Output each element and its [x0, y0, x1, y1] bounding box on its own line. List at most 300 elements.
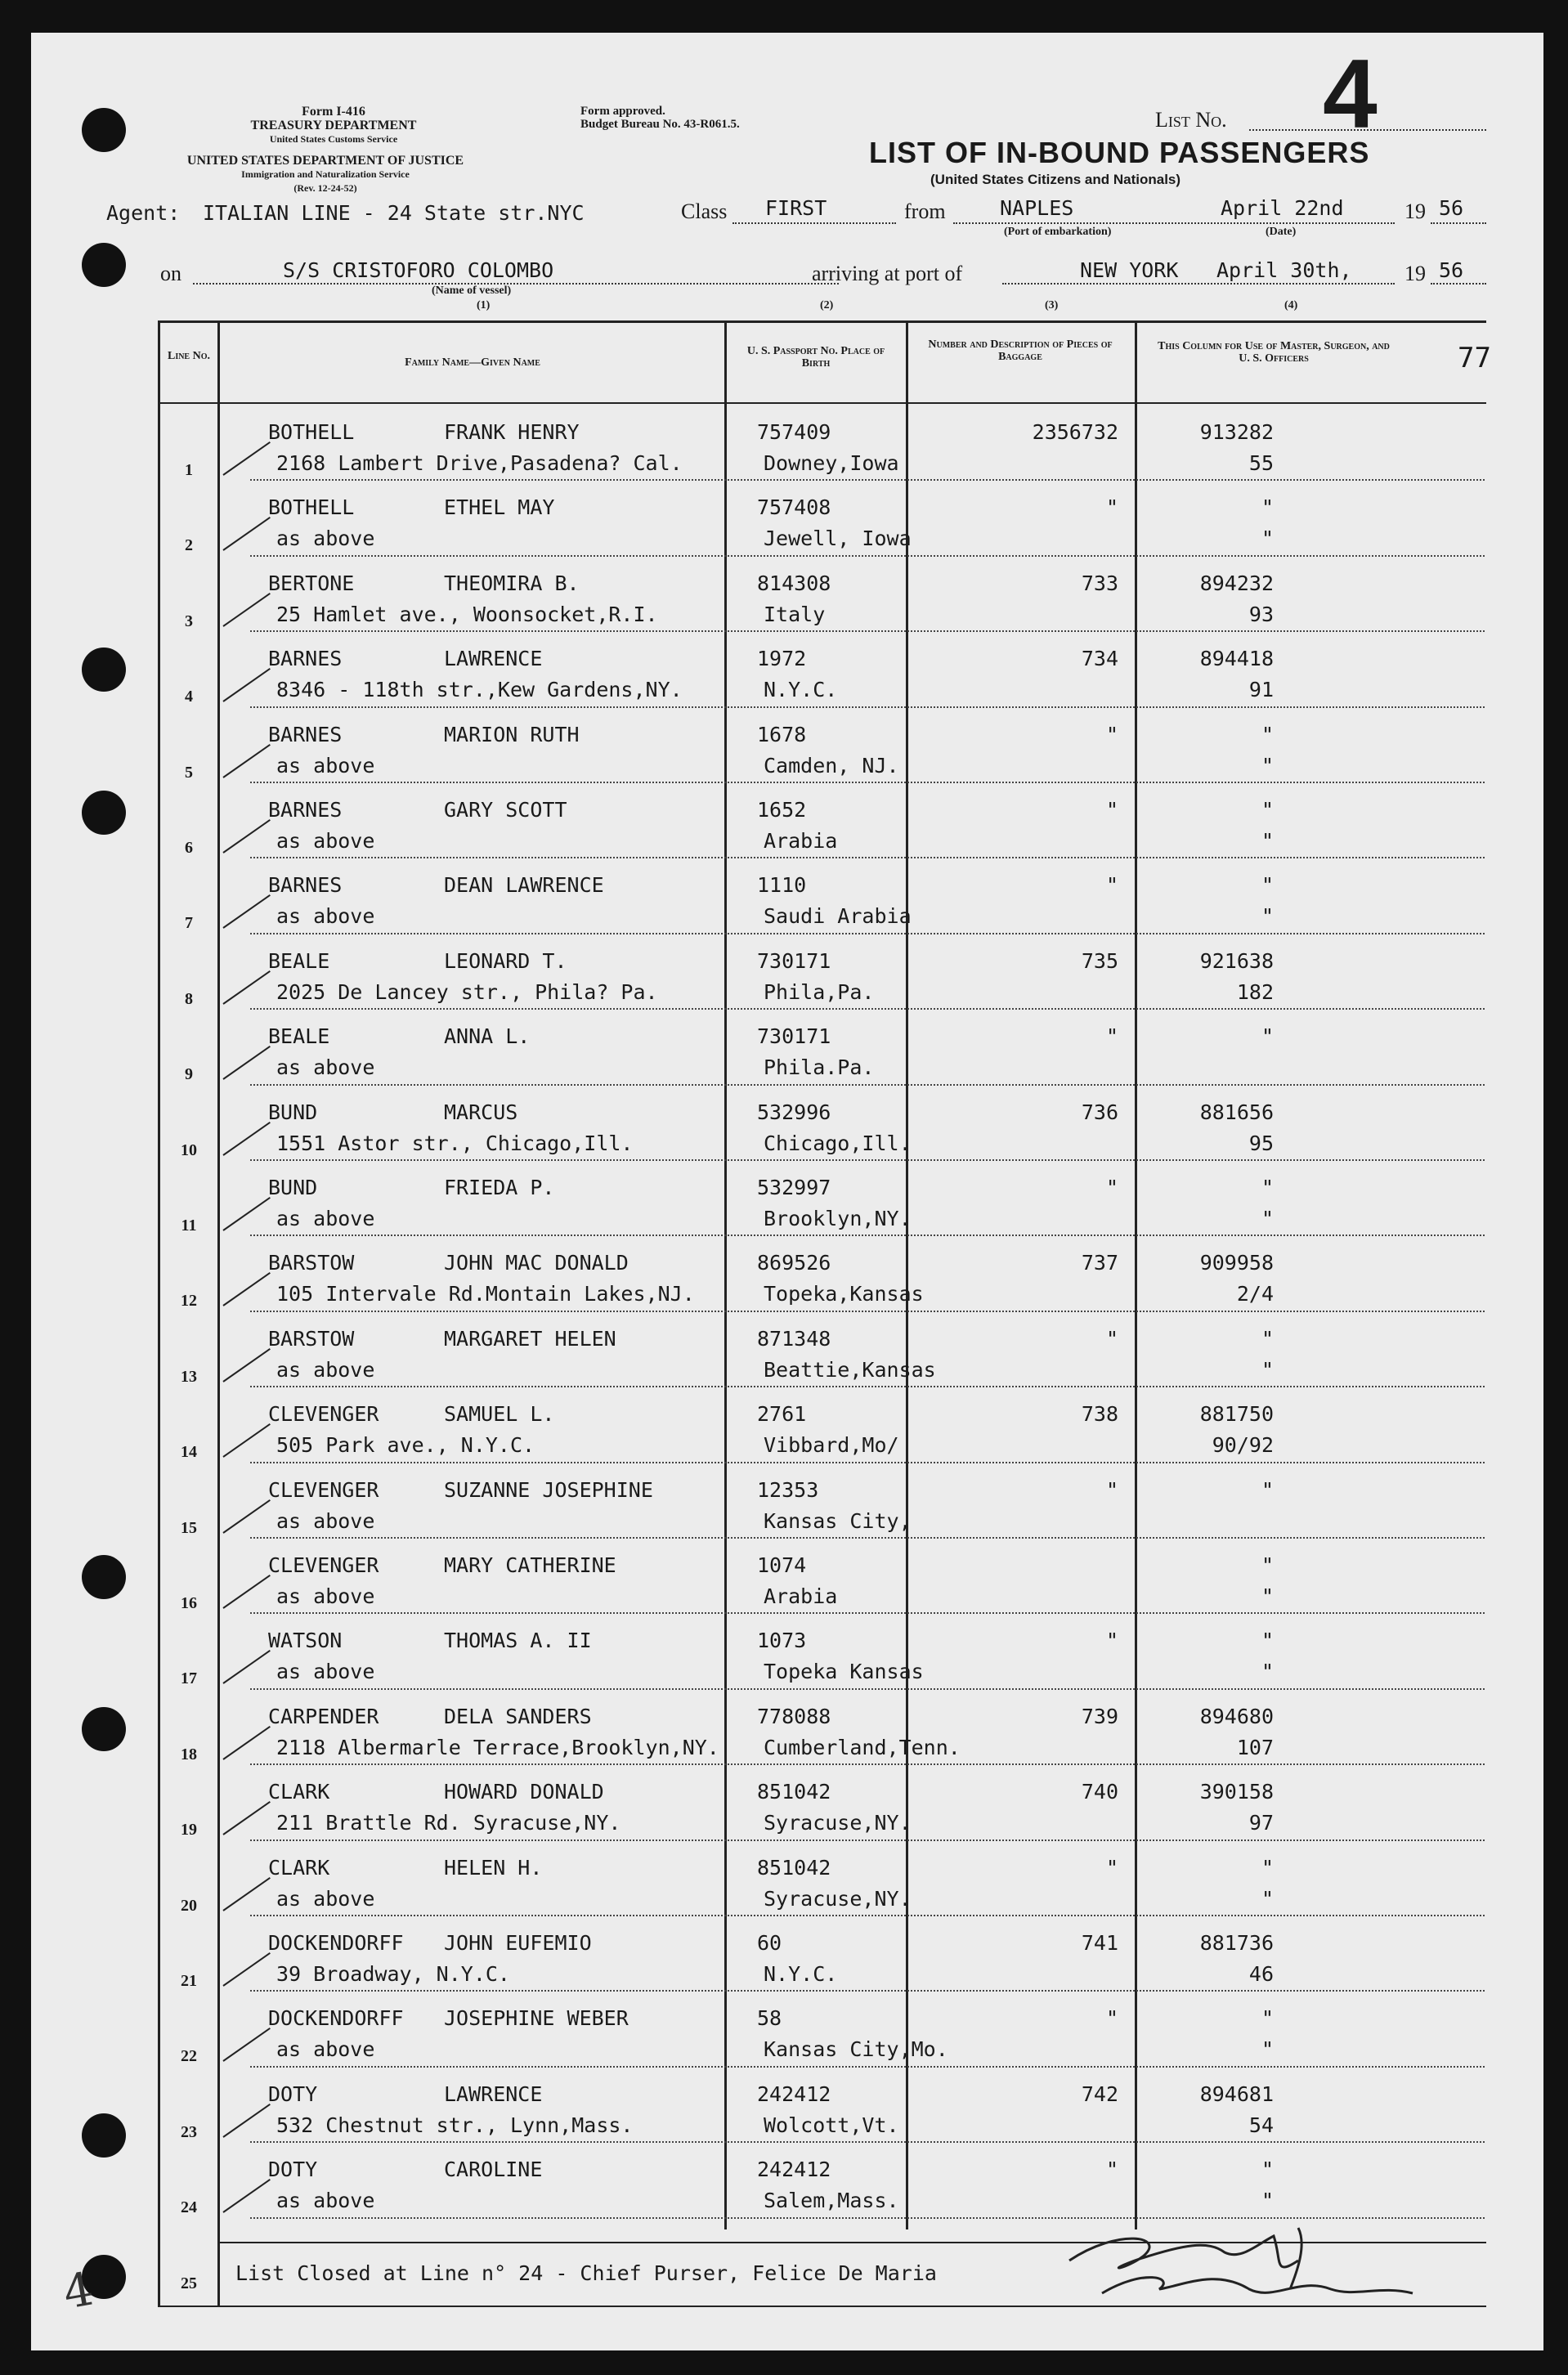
class-label: Class — [681, 199, 728, 223]
given-name: THEOMIRA B. — [444, 571, 580, 595]
passport-number: 1073 — [757, 1629, 807, 1653]
line-number: 13 — [181, 1367, 197, 1386]
given-name: FRANK HENRY — [444, 420, 580, 444]
given-name: JOSEPHINE WEBER — [444, 2006, 629, 2031]
officer-note-1: 894418 — [1199, 647, 1274, 671]
given-name: JOHN MAC DONALD — [444, 1251, 629, 1275]
line-number: 17 — [181, 1669, 197, 1688]
check-tick — [222, 1272, 270, 1306]
baggage: 736 — [1081, 1100, 1118, 1124]
check-tick — [222, 1726, 270, 1760]
officer-note-1: " — [1261, 1326, 1274, 1351]
family-name: BARSTOW — [268, 1326, 355, 1351]
caption-3: (3) — [1045, 299, 1059, 311]
address: 2118 Albermarle Terrace,Brooklyn,NY. — [276, 1735, 719, 1759]
row-separator — [250, 1990, 1485, 1992]
given-name: ANNA L. — [444, 1024, 531, 1049]
officer-note-1: " — [1261, 873, 1274, 898]
family-name: CLARK — [268, 1780, 330, 1804]
family-name: BUND — [268, 1176, 318, 1199]
line-number: 11 — [181, 1217, 197, 1235]
row-separator — [250, 1915, 1485, 1916]
class-value: FIRST — [765, 196, 827, 220]
place-of-birth: Saudi Arabia — [764, 904, 912, 929]
place-of-birth: Brooklyn,NY. — [764, 1207, 912, 1230]
officer-note-1: 881736 — [1199, 1931, 1274, 1955]
row-separator — [250, 630, 1485, 632]
line-number: 20 — [181, 1896, 197, 1915]
family-name: CLEVENGER — [268, 1553, 379, 1577]
given-name: DELA SANDERS — [444, 1704, 592, 1728]
check-tick — [222, 819, 270, 854]
arrival-port: NEW YORK — [1080, 258, 1179, 282]
place-of-birth: Topeka,Kansas — [764, 1282, 924, 1306]
officer-note-1: " — [1261, 1629, 1274, 1653]
address: 39 Broadway, N.Y.C. — [276, 1962, 510, 1986]
place-of-birth: Kansas City,Mo. — [764, 2037, 948, 2062]
immigration-service: Immigration and Naturalization Service — [241, 168, 410, 180]
line-number: 15 — [181, 1518, 197, 1537]
row-separator — [250, 555, 1485, 557]
col-baggage: Number and Description of Pieces of Baggage — [928, 338, 1113, 363]
address: 505 Park ave., N.Y.C. — [276, 1433, 535, 1458]
check-tick — [222, 2028, 270, 2062]
passport-number: 60 — [757, 1931, 782, 1955]
family-name: BARNES — [268, 722, 343, 746]
vessel-caption: (Name of vessel) — [432, 285, 512, 297]
closing-note: List Closed at Line n° 24 - Chief Purser, Felice De Maria — [235, 2261, 937, 2285]
line-number: 16 — [181, 1594, 197, 1612]
officer-note-2: " — [1261, 753, 1274, 777]
check-tick — [222, 593, 270, 627]
row-separator — [250, 1386, 1485, 1387]
given-name: MARCUS — [444, 1100, 518, 1124]
baggage: " — [1105, 2006, 1118, 2031]
embark-year-prefix: 19 — [1404, 199, 1426, 223]
line-number: 5 — [185, 763, 193, 782]
address: as above — [276, 2189, 375, 2213]
passport-number: 851042 — [757, 1780, 831, 1804]
officer-note-1: 881750 — [1199, 1402, 1274, 1427]
embark-port: NAPLES — [1000, 196, 1074, 220]
family-name: CLEVENGER — [268, 1477, 379, 1502]
passport-number: 871348 — [757, 1326, 831, 1351]
on-label: on — [160, 262, 181, 285]
officer-note-2: 54 — [1248, 2113, 1274, 2137]
address: as above — [276, 527, 375, 551]
line-number: 23 — [181, 2122, 197, 2141]
line-number: 19 — [181, 1821, 197, 1840]
officer-note-1: " — [1261, 495, 1274, 520]
margin-mark: 4 — [59, 2262, 98, 2320]
row-separator — [250, 1159, 1485, 1161]
family-name: BEALE — [268, 948, 330, 973]
address: 2168 Lambert Drive,Pasadena? Cal. — [276, 451, 683, 475]
officer-note-1: " — [1261, 722, 1274, 746]
form-title: LIST OF IN-BOUND PASSENGERS — [869, 136, 1370, 169]
place-of-birth: Arabia — [764, 1584, 838, 1608]
from-label: from — [904, 199, 946, 223]
row-separator — [250, 1840, 1485, 1841]
check-tick — [222, 894, 270, 929]
passport-number: 778088 — [757, 1704, 831, 1728]
officer-note-1: " — [1261, 1024, 1274, 1049]
given-name: ETHEL MAY — [444, 495, 555, 520]
place-of-birth: Kansas City, — [764, 1508, 912, 1533]
check-tick — [222, 2104, 270, 2138]
line-number: 12 — [181, 1292, 197, 1311]
punch-hole — [82, 243, 126, 287]
line-number: 22 — [181, 2047, 197, 2066]
check-tick — [222, 441, 270, 476]
check-tick — [222, 517, 270, 551]
given-name: SUZANNE JOSEPHINE — [444, 1477, 653, 1502]
row-separator — [250, 1612, 1485, 1614]
family-name: BARNES — [268, 647, 343, 671]
given-name: MARION RUTH — [444, 722, 580, 746]
baggage: " — [1105, 1477, 1118, 1502]
line-number: 24 — [181, 2198, 197, 2217]
officer-note-2: 182 — [1236, 979, 1274, 1004]
passport-number: 242412 — [757, 2081, 831, 2106]
officer-note-1: 921638 — [1199, 948, 1274, 973]
passport-number: 532997 — [757, 1176, 831, 1199]
line-number: 18 — [181, 1745, 197, 1763]
arrival-year-prefix: 19 — [1404, 262, 1426, 285]
officer-note-2: " — [1261, 527, 1274, 551]
place-of-birth: Vibbard,Mo/ — [764, 1433, 899, 1458]
address: as above — [276, 1886, 375, 1911]
passport-number: 757408 — [757, 495, 831, 520]
baggage: 741 — [1081, 1931, 1118, 1955]
officer-note-2: 97 — [1248, 1811, 1274, 1835]
line-number: 3 — [185, 612, 193, 630]
family-name: DOTY — [268, 2158, 318, 2182]
baggage: 2356732 — [1032, 420, 1118, 444]
check-tick — [222, 1499, 270, 1534]
punch-hole — [82, 2113, 126, 2158]
address: 532 Chestnut str., Lynn,Mass. — [276, 2113, 634, 2137]
col-officers: This Column for Use of Master, Surgeon, and U. S. Officers — [1158, 340, 1390, 365]
baggage: 735 — [1081, 948, 1118, 973]
given-name: LAWRENCE — [444, 647, 543, 671]
vessel-name: S/S CRISTOFORO COLOMBO — [283, 258, 554, 282]
given-name: THOMAS A. II — [444, 1629, 592, 1653]
given-name: MARGARET HELEN — [444, 1326, 616, 1351]
officer-note-2: " — [1261, 904, 1274, 929]
baggage: " — [1105, 722, 1118, 746]
check-tick — [222, 1122, 270, 1156]
address: 105 Intervale Rd.Montain Lakes,NJ. — [276, 1282, 695, 1306]
form-revision: (Rev. 12-24-52) — [293, 182, 357, 194]
officer-note-1: 894232 — [1199, 571, 1274, 595]
check-tick — [222, 2179, 270, 2213]
officer-note-1: " — [1261, 2158, 1274, 2182]
line-number: 2 — [185, 536, 193, 555]
passport-number: 757409 — [757, 420, 831, 444]
passport-number: 1678 — [757, 722, 807, 746]
baggage: 733 — [1081, 571, 1118, 595]
check-tick — [222, 1952, 270, 1987]
baggage: " — [1105, 1024, 1118, 1049]
passport-number: 532996 — [757, 1100, 831, 1124]
agent-value: ITALIAN LINE - 24 State str.NYC — [203, 201, 585, 225]
baggage: 742 — [1081, 2081, 1118, 2106]
row-separator — [250, 479, 1485, 481]
place-of-birth: Wolcott,Vt. — [764, 2113, 899, 2137]
address: as above — [276, 1357, 375, 1382]
place-of-birth: Topeka Kansas — [764, 1660, 924, 1684]
baggage: " — [1105, 1855, 1118, 1880]
line-number: 10 — [181, 1140, 197, 1159]
punch-hole — [82, 1707, 126, 1751]
row-separator — [250, 1688, 1485, 1690]
arriving-label: arriving at port of — [812, 262, 963, 285]
baggage: " — [1105, 495, 1118, 520]
officer-note-2: " — [1261, 1357, 1274, 1382]
passport-number: 730171 — [757, 1024, 831, 1049]
passport-number: 730171 — [757, 948, 831, 973]
family-name: BEALE — [268, 1024, 330, 1049]
passport-number: 2761 — [757, 1402, 807, 1427]
place-of-birth: Syracuse,NY. — [764, 1811, 912, 1835]
check-tick — [222, 970, 270, 1005]
agent-label: Agent: — [106, 201, 181, 225]
caption-2: (2) — [820, 299, 834, 311]
row-separator — [250, 1008, 1485, 1010]
check-tick — [222, 1877, 270, 1911]
place-of-birth: Italy — [764, 602, 826, 626]
arrival-date: April 30th, — [1216, 258, 1352, 282]
form-approved: Form approved. — [580, 105, 665, 118]
row-separator — [250, 1537, 1485, 1539]
officer-note-2: " — [1261, 2189, 1274, 2213]
officer-note-2: 95 — [1248, 1131, 1274, 1155]
place-of-birth: N.Y.C. — [764, 1962, 838, 1986]
baggage: 740 — [1081, 1780, 1118, 1804]
punch-hole — [82, 108, 126, 152]
row-separator — [250, 1084, 1485, 1086]
baggage: 739 — [1081, 1704, 1118, 1728]
passport-number: 814308 — [757, 571, 831, 595]
baggage: 734 — [1081, 647, 1118, 671]
address: as above — [276, 753, 375, 777]
officer-note-1: 390158 — [1199, 1780, 1274, 1804]
customs-service: United States Customs Service — [269, 133, 398, 145]
punch-hole — [82, 648, 126, 692]
passport-number: 851042 — [757, 1855, 831, 1880]
budget-bureau: Budget Bureau No. 43-R061.5. — [580, 118, 740, 131]
officer-note-1: 909958 — [1199, 1251, 1274, 1275]
row-separator — [250, 1235, 1485, 1236]
line-number: 6 — [185, 839, 193, 857]
list-number: 4 — [1323, 39, 1378, 149]
baggage: 737 — [1081, 1251, 1118, 1275]
place-of-birth: Syracuse,NY. — [764, 1886, 912, 1911]
check-tick — [222, 1423, 270, 1458]
place-of-birth: Arabia — [764, 829, 838, 853]
check-tick — [222, 1575, 270, 1609]
check-tick — [222, 744, 270, 778]
given-name: GARY SCOTT — [444, 798, 567, 822]
place-of-birth: N.Y.C. — [764, 678, 838, 702]
address: 25 Hamlet ave., Woonsocket,R.I. — [276, 602, 658, 626]
line-number: 21 — [181, 1972, 197, 1990]
family-name: DOCKENDORFF — [268, 2006, 404, 2031]
officer-note-1: 881656 — [1199, 1100, 1274, 1124]
officer-note-2: 55 — [1248, 451, 1274, 475]
punch-hole — [82, 791, 126, 835]
given-name: HELEN H. — [444, 1855, 543, 1880]
given-name: JOHN EUFEMIO — [444, 1931, 592, 1955]
address: 2025 De Lancey str., Phila? Pa. — [276, 979, 658, 1004]
passport-number: 242412 — [757, 2158, 831, 2182]
family-name: WATSON — [268, 1629, 343, 1653]
check-tick — [222, 1801, 270, 1835]
address: as above — [276, 829, 375, 853]
given-name: CAROLINE — [444, 2158, 543, 2182]
row-separator — [250, 1462, 1485, 1463]
justice-dept: UNITED STATES DEPARTMENT OF JUSTICE — [186, 154, 464, 168]
officer-note-2: 90/92 — [1212, 1433, 1274, 1458]
line-number: 8 — [185, 989, 193, 1008]
family-name: BUND — [268, 1100, 318, 1124]
address: as above — [276, 1055, 375, 1080]
check-tick — [222, 1348, 270, 1382]
officer-note-2: " — [1261, 1207, 1274, 1230]
passport-number: 1074 — [757, 1553, 807, 1577]
family-name: CARPENDER — [268, 1704, 379, 1728]
address: 8346 - 118th str.,Kew Gardens,NY. — [276, 678, 683, 702]
form-number: Form I-416 — [302, 105, 365, 119]
caption-4: (4) — [1284, 299, 1298, 311]
check-tick — [222, 1650, 270, 1684]
embark-year: 56 — [1439, 196, 1464, 220]
passport-number: 869526 — [757, 1251, 831, 1275]
passport-number: 1652 — [757, 798, 807, 822]
embark-date: April 22nd — [1221, 196, 1344, 220]
baggage: " — [1105, 873, 1118, 898]
given-name: SAMUEL L. — [444, 1402, 555, 1427]
line-number: 7 — [185, 914, 193, 933]
place-of-birth: Phila,Pa. — [764, 979, 875, 1004]
side-number: 77 — [1458, 342, 1491, 374]
check-tick — [222, 1046, 270, 1080]
col-name: Family Name—Given Name — [405, 356, 540, 369]
officer-note-1: 894680 — [1199, 1704, 1274, 1728]
manifest-sheet — [31, 33, 1543, 2350]
punch-hole — [82, 1555, 126, 1599]
address: as above — [276, 2037, 375, 2062]
baggage: 738 — [1081, 1402, 1118, 1427]
given-name: LAWRENCE — [444, 2081, 543, 2106]
officer-note-1: " — [1261, 1477, 1274, 1502]
row-separator — [250, 782, 1485, 783]
officer-note-2: " — [1261, 1660, 1274, 1684]
officer-note-2: " — [1261, 1584, 1274, 1608]
family-name: BARNES — [268, 798, 343, 822]
officer-note-1: 913282 — [1199, 420, 1274, 444]
officer-note-2: " — [1261, 829, 1274, 853]
row-separator — [250, 1763, 1485, 1765]
line-number: 9 — [185, 1065, 193, 1084]
given-name: MARY CATHERINE — [444, 1553, 616, 1577]
baggage: " — [1105, 2158, 1118, 2182]
address: as above — [276, 904, 375, 929]
place-of-birth: Jewell, Iowa — [764, 527, 912, 551]
address: as above — [276, 1207, 375, 1230]
line-number: 14 — [181, 1443, 197, 1462]
place-of-birth: Camden, NJ. — [764, 753, 899, 777]
officer-note-2: " — [1261, 2037, 1274, 2062]
row-separator — [250, 706, 1485, 708]
row-separator — [250, 857, 1485, 858]
family-name: DOCKENDORFF — [268, 1931, 404, 1955]
row-separator — [250, 2066, 1485, 2068]
given-name: FRIEDA P. — [444, 1176, 555, 1199]
place-of-birth: Cumberland,Tenn. — [764, 1735, 961, 1759]
embark-port-caption: (Port of embarkation) — [1004, 226, 1112, 238]
officer-note-1: " — [1261, 1176, 1274, 1199]
officer-note-2: " — [1261, 1886, 1274, 1911]
passport-number: 1972 — [757, 647, 807, 671]
passport-number: 12353 — [757, 1477, 819, 1502]
baggage: " — [1105, 1326, 1118, 1351]
place-of-birth: Downey,Iowa — [764, 451, 899, 475]
family-name: BOTHELL — [268, 495, 355, 520]
col-passport: U. S. Passport No. Place of Birth — [746, 345, 885, 370]
family-name: BARSTOW — [268, 1251, 355, 1275]
col-line-no: Line No. — [167, 350, 210, 362]
family-name: BERTONE — [268, 571, 355, 595]
officer-note-2: 93 — [1248, 602, 1274, 626]
family-name: BARNES — [268, 873, 343, 898]
officer-note-2: 91 — [1248, 678, 1274, 702]
officer-note-1: " — [1261, 2006, 1274, 2031]
officer-note-1: 894681 — [1199, 2081, 1274, 2106]
family-name: CLEVENGER — [268, 1402, 379, 1427]
officer-note-1: " — [1261, 798, 1274, 822]
officer-note-2: 46 — [1248, 1962, 1274, 1986]
check-tick — [222, 1197, 270, 1231]
address: as above — [276, 1508, 375, 1533]
list-no-label: List No. — [1155, 108, 1227, 132]
passport-number: 58 — [757, 2006, 782, 2031]
given-name: LEONARD T. — [444, 948, 567, 973]
line-number: 25 — [181, 2274, 197, 2292]
check-tick — [222, 668, 270, 702]
address: 1551 Astor str., Chicago,Ill. — [276, 1131, 634, 1155]
officer-note-2: 2/4 — [1236, 1282, 1274, 1306]
line-number: 4 — [185, 688, 193, 706]
vessel-caption-num: (1) — [477, 299, 491, 311]
officer-note-1: " — [1261, 1553, 1274, 1577]
given-name: DEAN LAWRENCE — [444, 873, 604, 898]
family-name: DOTY — [268, 2081, 318, 2106]
place-of-birth: Beattie,Kansas — [764, 1357, 936, 1382]
row-separator — [250, 933, 1485, 934]
arrival-year: 56 — [1439, 258, 1464, 282]
place-of-birth: Phila.Pa. — [764, 1055, 875, 1080]
embark-date-caption: (Date) — [1266, 226, 1297, 238]
line-number: 1 — [185, 461, 193, 479]
row-separator — [250, 2141, 1485, 2143]
baggage: " — [1105, 1629, 1118, 1653]
row-separator — [250, 1311, 1485, 1312]
given-name: HOWARD DONALD — [444, 1780, 604, 1804]
treasury-dept: TREASURY DEPARTMENT — [250, 119, 417, 132]
address: 211 Brattle Rd. Syracuse,NY. — [276, 1811, 621, 1835]
